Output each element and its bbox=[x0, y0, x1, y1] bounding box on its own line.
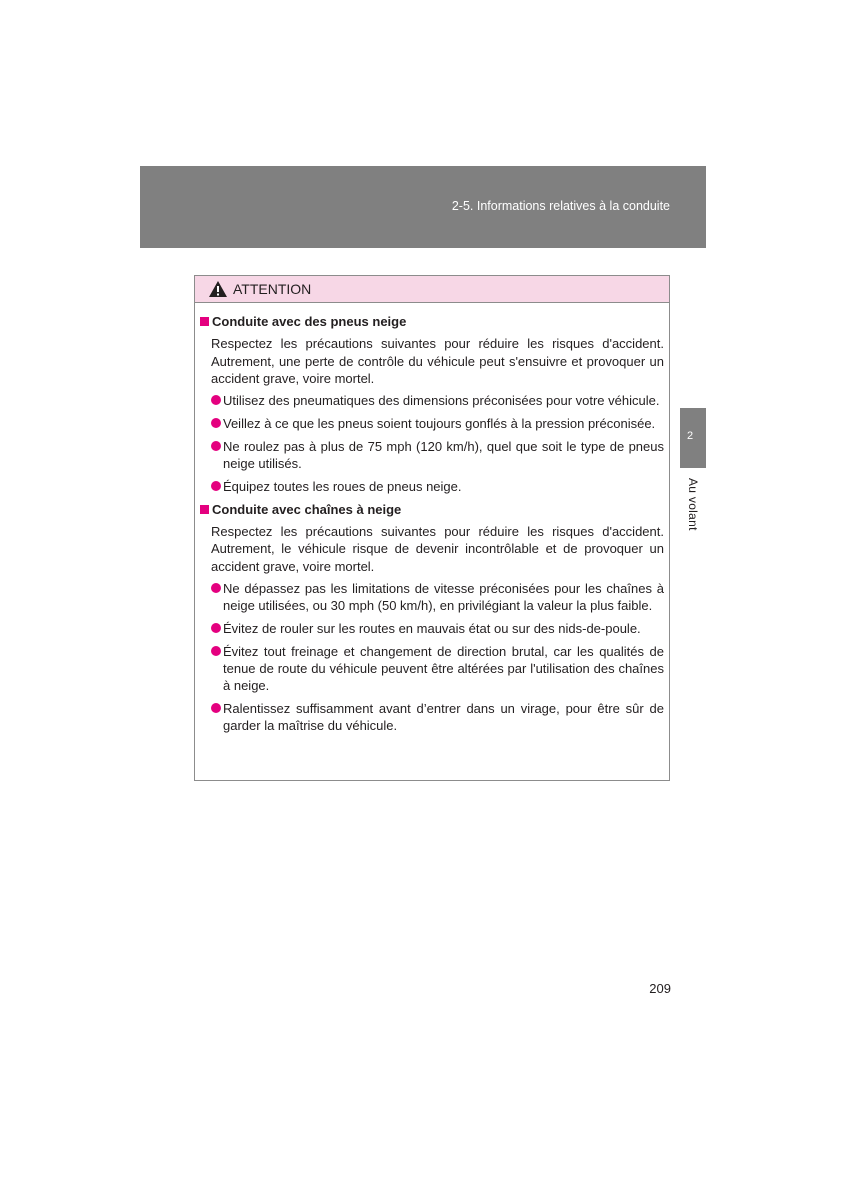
round-bullet-icon bbox=[211, 583, 221, 593]
warning-header bbox=[195, 276, 669, 303]
warning-box bbox=[194, 275, 670, 781]
section-heading-text: Conduite avec des pneus neige bbox=[212, 314, 407, 329]
square-bullet-icon bbox=[200, 505, 209, 514]
list-item bbox=[211, 700, 664, 735]
chapter-tab bbox=[680, 408, 706, 468]
warning-title: ATTENTION bbox=[233, 281, 312, 297]
list-item-text: Utilisez des pneumatiques des dimensions préconisées pour votre véhicule. bbox=[223, 393, 660, 409]
section-intro: Respectez les précautions suivantes pour réduire les risques d'accident. Autrement, une perte de contrôle du véhicule peut s'ensuivre et provoquer un accident grave, voire mortel. bbox=[211, 336, 664, 386]
list-item bbox=[211, 415, 664, 432]
section-heading bbox=[200, 501, 664, 518]
section-intro: Respectez les précautions suivantes pour réduire les risques d'accident. Autrement, le véhicule risque de devenir incontrôlable et de provoquer un accident grave, voire mortel. bbox=[211, 523, 664, 574]
list-item bbox=[211, 478, 664, 495]
round-bullet-icon bbox=[211, 481, 221, 491]
list-item-text: Ne dépassez pas les limitations de vitesse préconisées pour les chaînes à neige utilisées, ou 30 mph (50 km/h), en privilégiant la valeur la plus faible. bbox=[223, 580, 664, 614]
warning-triangle-icon bbox=[208, 280, 228, 298]
list-item-text: Ralentissez suffisamment avant d’entrer dans un virage, pour être sûr de garder la maîtrise du véhicule. bbox=[223, 701, 664, 734]
list-item bbox=[211, 620, 664, 637]
warning-content bbox=[195, 303, 669, 735]
round-bullet-icon bbox=[211, 395, 221, 405]
square-bullet-icon bbox=[200, 317, 209, 326]
section-header-bar bbox=[140, 166, 706, 248]
round-bullet-icon bbox=[211, 623, 221, 633]
list-item-text: Évitez tout freinage et changement de direction brutal, car les qualités de tenue de route du véhicule peuvent être altérées par l'utilisation des chaînes à neige. bbox=[223, 643, 664, 694]
list-item bbox=[211, 438, 664, 473]
page-number: 209 bbox=[649, 981, 671, 996]
list-item-text: Ne roulez pas à plus de 75 mph (120 km/h), quel que soit le type de pneus neige utilisés. bbox=[223, 438, 664, 472]
section-heading-text: Conduite avec chaînes à neige bbox=[212, 501, 402, 517]
section-title: 2-5. Informations relatives à la conduite bbox=[451, 199, 670, 213]
list-item bbox=[211, 643, 664, 695]
round-bullet-icon bbox=[211, 646, 221, 656]
list-item bbox=[211, 580, 664, 615]
list-item bbox=[211, 392, 664, 409]
list-item-text: Veillez à ce que les pneus soient toujours gonflés à la pression préconisée. bbox=[223, 415, 656, 431]
list-item-text: Évitez de rouler sur les routes en mauvais état ou sur des nids-de-poule. bbox=[223, 620, 641, 636]
round-bullet-icon bbox=[211, 441, 221, 451]
section-heading bbox=[200, 313, 664, 330]
chapter-number: 2 bbox=[686, 430, 694, 442]
round-bullet-icon bbox=[211, 703, 221, 713]
chapter-label: Au volant bbox=[686, 478, 700, 531]
round-bullet-icon bbox=[211, 418, 221, 428]
list-item-text: Équipez toutes les roues de pneus neige. bbox=[223, 478, 462, 494]
